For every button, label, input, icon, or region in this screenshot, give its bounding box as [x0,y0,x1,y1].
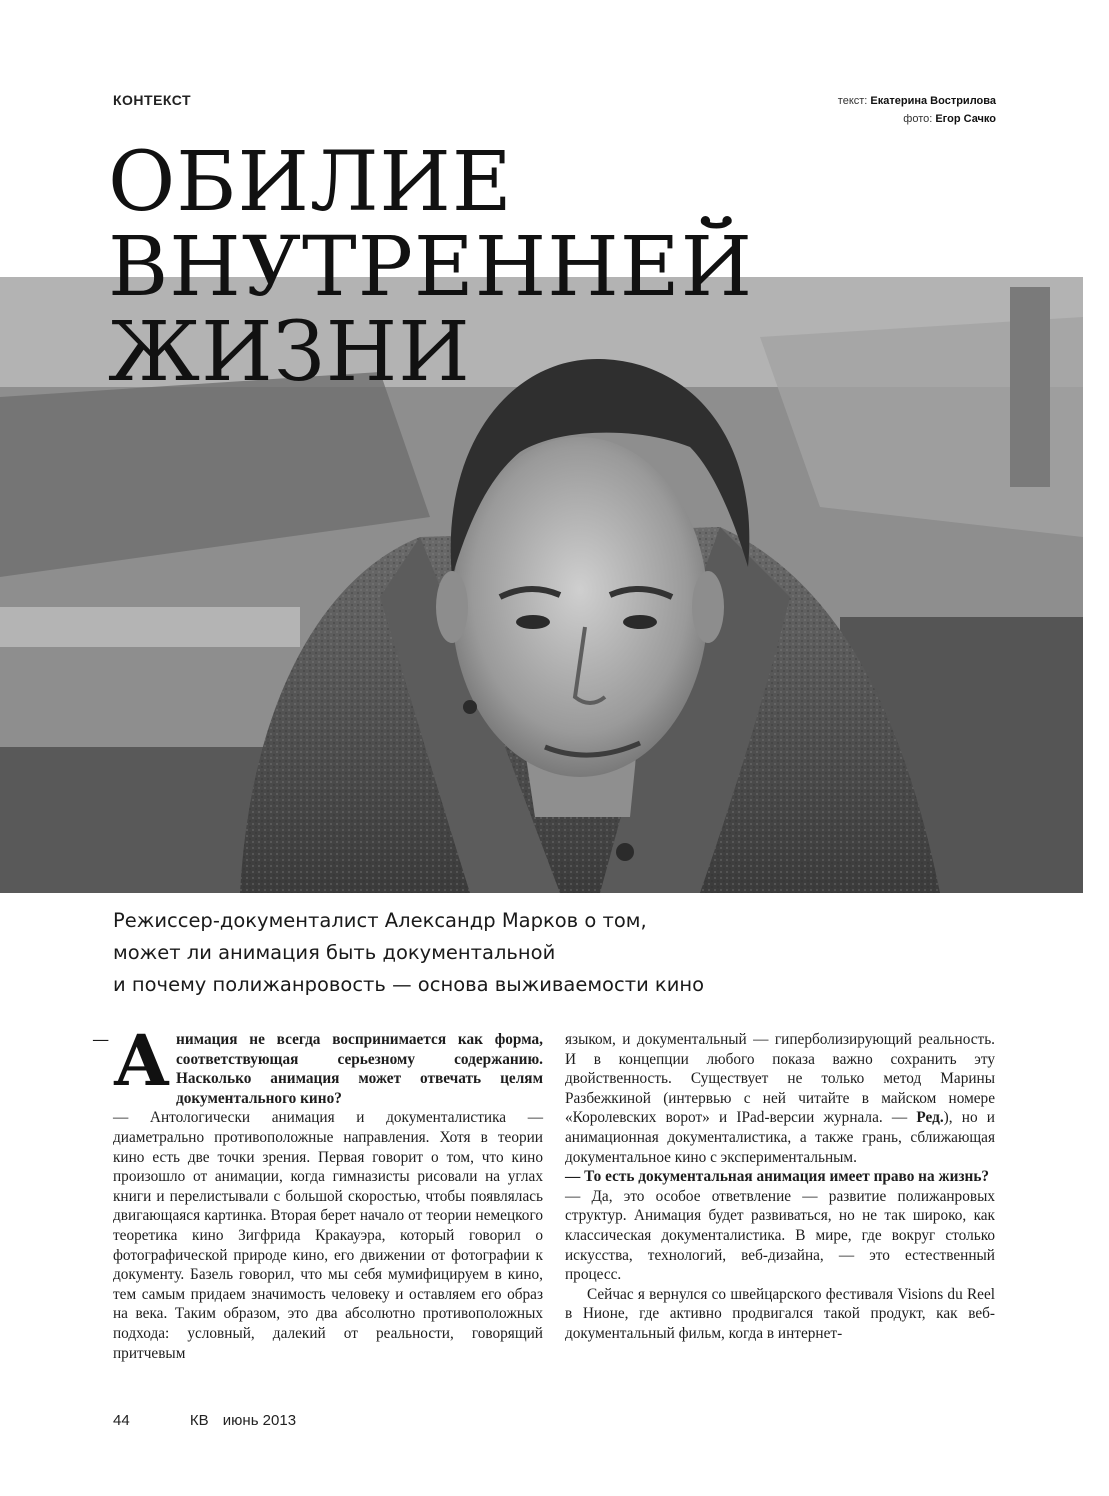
question-text: нимация не всегда воспринимается как форма, соответствующая серьезному содержанию. Насколько анимация может отвечать целям документального кино? [176,1031,543,1107]
lead-line: Режиссер-документалист Александр Марков о том, [113,909,647,932]
title-line: ЖИЗНИ [108,305,471,400]
text-credit [838,92,996,110]
section-label: КОНТЕКСТ [113,92,192,108]
question-dash: — [93,1031,109,1048]
page-number: 44 [113,1412,130,1429]
title-line: ВНУТРЕННЕЙ [108,220,754,315]
interview-answer: — Антологически анимация и документалистика — диаметрально противоположные направления. Хотя в теории кино есть две точки зрения. Первая говорит о том, что кино произошло от анимации, когда гимназисты рисовали на углах книги и перелистывали с большой скоростью, чтобы появлялась двигающаяся картинка. Вторая берет начало от теории немецкого теоретика кино Зигфрида Кракауэра, который говорил о фотографической природе кино, его движении от фотографии к документу. Базель говорил, что мы себя мумифицируем в кино, тем самым придаем значимость человеку и оставляем его образ на века. Таким образом, это два абсолютно противоположных подхода: условный, далекий от реальности, говорящий притчевым [113,1109,543,1362]
interview-question [113,1019,543,1108]
article-column-right [565,1030,995,1344]
interview-answer-continued [565,1030,995,1167]
interview-answer: — Да, это особое ответвление — развитие полижанровых структур. Анимация будет развиваться, но не так широко, как классическая документалистика. В мире, где вокруг столько искусства, технологий, веб-дизайна, — это естественный процесс. [565,1187,995,1284]
answer-text: ), но и анимационная документалистика, а также грань, сближающая документальное кино с экспериментальным. [565,1109,995,1166]
photo-author: Егор Сачко [935,113,996,125]
lead-paragraph [113,905,833,1001]
answer-text: языком, и документальный — гиперболизирующий реальность. И в концепции любого показа важно сохранить эту двойственность. Существует не только метод Марины Разбежкиной (интервью с ней читайте в майском номере «Королевских ворот» и IPad-версии журнала. — [565,1031,995,1127]
photo-credit [838,110,996,128]
lead-line: и почему полижанровость — основа выживаемости кино [113,973,705,996]
interview-answer-paragraph: Сейчас я вернулся со швейцарского фестиваля Visions du Reel в Нионе, где активно продвигался такой продукт, как веб-документальный фильм, когда в интернет- [565,1285,995,1342]
article-column-left [113,1019,543,1363]
drop-cap: А [113,1019,171,1102]
text-author: Екатерина Вострилова [870,95,996,107]
title-line: ОБИЛИЕ [108,135,513,230]
credits [838,92,996,128]
article-title [108,135,754,400]
lead-line: может ли анимация быть документальной [113,941,556,964]
issue-date: июнь 2013 [222,1412,297,1429]
magazine-name: КВ [189,1412,209,1429]
editor-note: Ред. [916,1109,944,1127]
interview-question: — То есть документальная анимация имеет право на жизнь? [565,1168,990,1186]
text-credit-label: текст: [837,95,868,107]
page-footer [113,1412,352,1429]
photo-credit-label: фото: [903,113,933,125]
